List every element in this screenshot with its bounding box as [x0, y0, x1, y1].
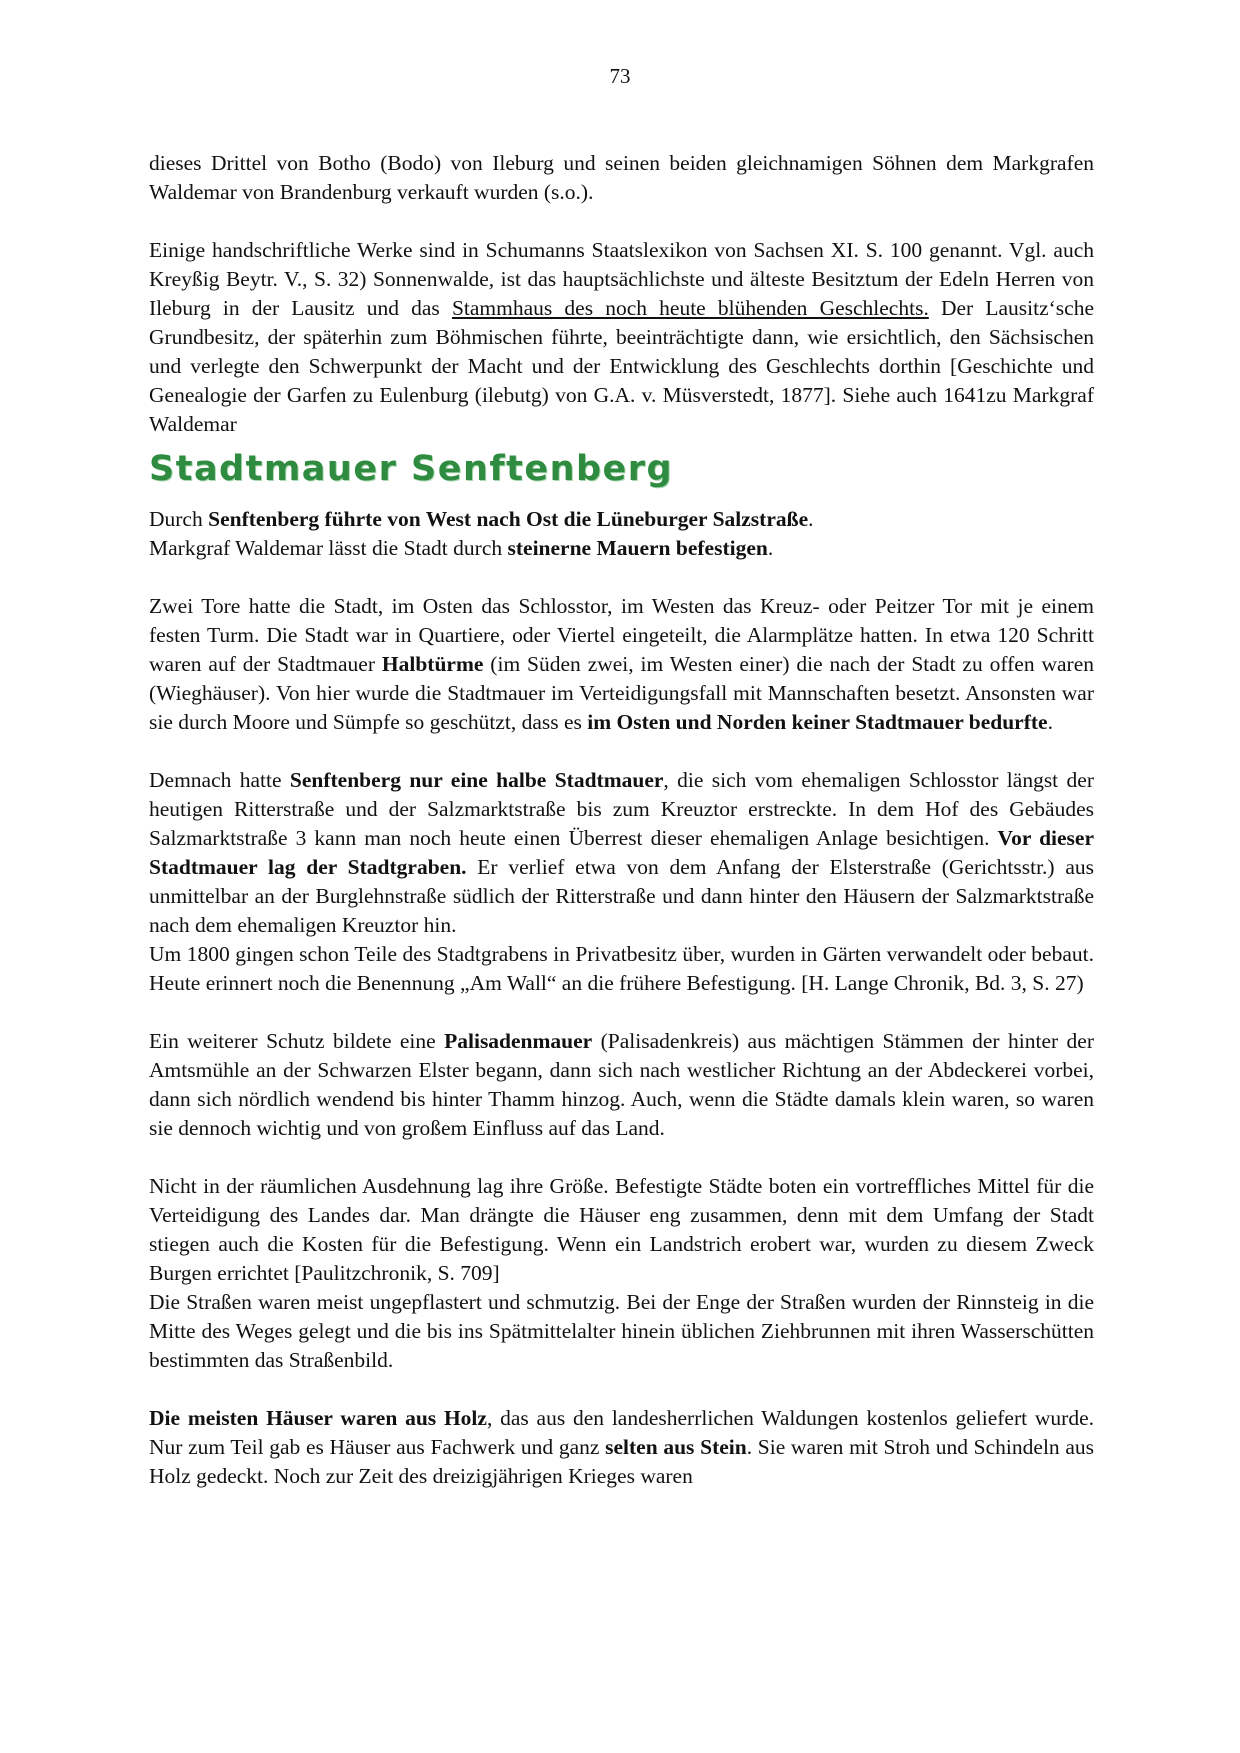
paragraph-7-continued: Die Straßen waren meist ungepflastert und schmutzig. Bei der Enge der Straßen wurden der Rinnsteig in die Mitte des Weges gelegt und die bis ins Spätmittelalter hinein üblichen Ziehbrunnen mit ihren Wasserschütten bestimmten das Straßenbild.	[149, 1290, 1094, 1372]
text-run: Demnach hatte	[149, 768, 290, 792]
text-run: Er verlief etwa von dem Anfang der Elsterstraße (Gerichtsstr.) aus unmittelbar an der Burglehnstraße südlich der Ritterstraße und dann hinter den Häusern der Salzmarktstraße nach dem ehemaligen Kreuztor hin.	[149, 855, 1094, 937]
paragraph-3-line-2	[149, 534, 1094, 563]
page-number: 73	[609, 64, 631, 88]
text-run: (Palisadenkreis) aus mächtigen Stämmen der hinter der Amtsmühle an der Schwarzen Elster begann, dann sich nach westlicher Richtung an der Abdeckerei vorbei, dann sich nördlich wendend bis hinter Thamm hinzog. Auch, wenn die Städte damals klein waren, so waren sie dennoch wichtig und von großem Einfluss auf das Land.	[149, 1029, 1094, 1140]
paragraph-1: dieses Drittel von Botho (Bodo) von Ileburg und seinen beiden gleichnamigen Söhnen dem Markgrafen Waldemar von Brandenburg verkauft wurden (s.o.).	[149, 151, 1094, 204]
paragraph-2	[149, 236, 1094, 439]
paragraph-6	[149, 1027, 1094, 1143]
section-heading: Stadtmauer Senftenberg	[149, 449, 674, 489]
text-run: Zwei Tore hatte die Stadt, im Osten das Schlosstor, im Westen das Kreuz- oder Peitzer Tor mit je einem festen Turm. Die Stadt war in Quartiere, oder Viertel eingeteilt, die Alarmplätze hatten. In etwa 120 Schritt waren auf der Stadtmauer	[149, 594, 1094, 676]
bold-text: Vor dieser Stadtmauer lag der Stadtgraben.	[149, 826, 1094, 879]
bold-text: im Osten und Norden keiner Stadtmauer bedurfte	[587, 710, 1048, 734]
paragraph-4	[149, 592, 1094, 737]
text-run: .	[767, 536, 774, 560]
text-run: , die sich vom ehemaligen Schlosstor längst der heutigen Ritterstraße und der Salzmarktstraße bis zum Kreuztor erstreckte. In dem Hof des Gebäudes Salzmarktstraße 3 kann man noch heute einen Überrest dieser ehemaligen Anlage besichtigen.	[149, 768, 1094, 850]
text-run: (im Süden zwei, im Westen einer) die nach der Stadt zu offen waren (Wieghäuser). Von hier wurde die Stadtmauer im Verteidigungsfall mit Mannschaften besetzt. Ansonsten war sie durch Moore und Sümpfe so geschützt, dass es	[149, 652, 1094, 734]
bold-text: Die meisten Häuser waren aus Holz	[149, 1406, 487, 1430]
paragraph-2-text-a: Einige handschriftliche Werke sind in Schumanns Staatslexikon von Sachsen XI. S. 100 genannt. Vgl. auch Kreyßig Beytr. V., S. 32) Sonnenwalde, ist das hauptsächlichste und älteste Besitztum der Edeln Herren von Ileburg in der Lausitz und das	[149, 238, 1094, 320]
text-run: Markgraf Waldemar lässt die Stadt durch	[149, 536, 508, 560]
paragraph-3-line-1	[149, 505, 1094, 534]
paragraph-5-continued: Um 1800 gingen schon Teile des Stadtgrabens in Privatbesitz über, wurden in Gärten verwandelt oder bebaut. Heute erinnert noch die Benennung „Am Wall“ an die frühere Befestigung. [H. Lange Chronik, Bd. 3, S. 27)	[149, 942, 1094, 995]
paragraph-8	[149, 1404, 1094, 1491]
underlined-text: Stammhaus des noch heute blühenden Geschlechts.	[451, 296, 929, 320]
bold-text: Halbtürme	[381, 652, 484, 676]
page-body	[149, 149, 1094, 1491]
bold-text: selten aus Stein	[605, 1435, 747, 1459]
text-run: .	[1047, 710, 1053, 734]
bold-text: Senftenberg führte von West nach Ost die Lüneburger Salzstraße	[208, 507, 809, 531]
text-run: .	[808, 507, 814, 531]
text-run: Ein weiterer Schutz bildete eine	[149, 1029, 445, 1053]
text-run: Durch	[149, 507, 209, 531]
paragraph-5	[149, 766, 1094, 940]
text-run: . Sie waren mit Stroh und Schindeln aus Holz gedeckt. Noch zur Zeit des dreizigjährigen Krieges waren	[149, 1435, 1095, 1488]
paragraph-7: Nicht in der räumlichen Ausdehnung lag ihre Größe. Befestigte Städte boten ein vortreffliches Mittel für die Verteidigung des Landes dar. Man drängte die Häuser eng zusammen, denn mit dem Umfang der Stadt stiegen auch die Kosten für die Befestigung. Wenn ein Landstrich erobert war, wurden zu diesem Zweck Burgen errichtet [Paulitzchronik, S. 709]	[149, 1174, 1094, 1285]
bold-text: Palisadenmauer	[444, 1029, 593, 1053]
text-run: , das aus den landesherrlichen Waldungen kostenlos geliefert wurde. Nur zum Teil gab es Häuser aus Fachwerk und ganz	[149, 1406, 1094, 1459]
bold-text: Senftenberg nur eine halbe Stadtmauer	[289, 768, 664, 792]
bold-text: steinerne Mauern befestigen	[507, 536, 768, 560]
paragraph-2-text-b: Der Lausitz‘sche Grundbesitz, der späterhin zum Böhmischen führte, beeinträchtigte dann, wie ersichtlich, den Sächsischen und verlegte den Schwerpunkt der Macht und der Entwicklung des Geschlechts dorthin [Geschichte und Genealogie der Garfen zu Eulenburg (ilebutg) von G.A. v. Müsverstedt, 1877]. Siehe auch 1641zu Markgraf Waldemar	[149, 296, 1094, 436]
